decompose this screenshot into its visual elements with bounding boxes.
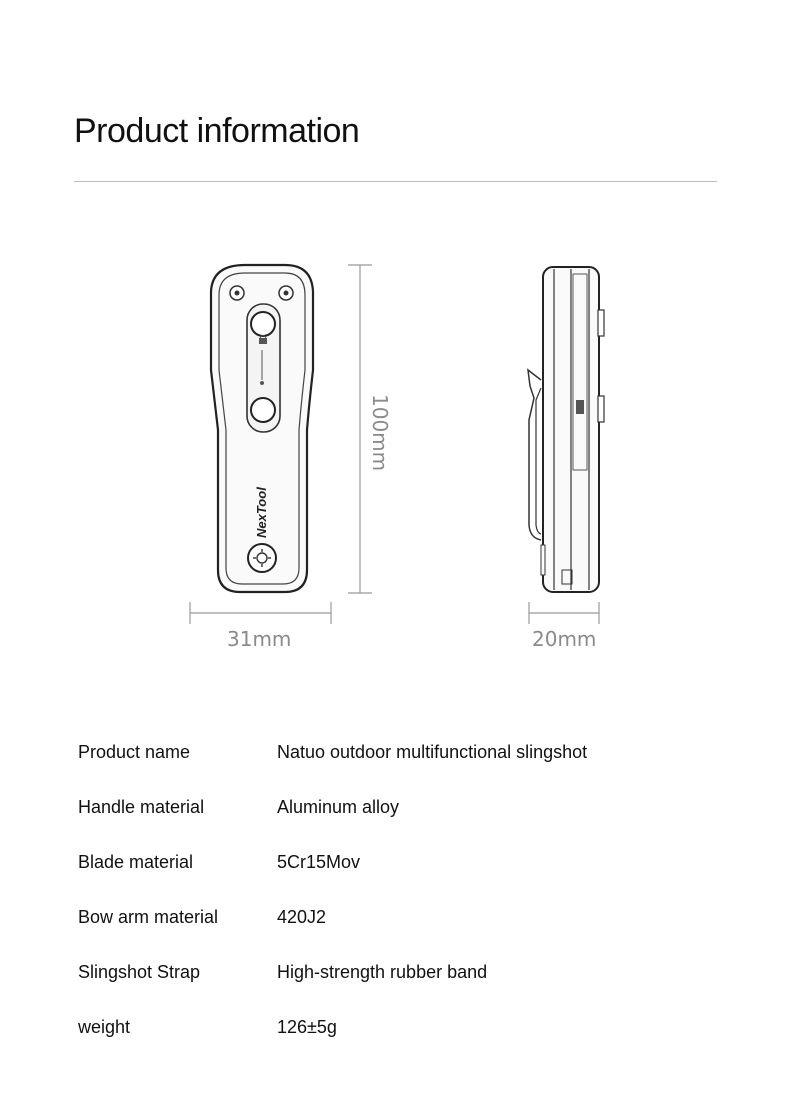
pocket-clip: [528, 370, 541, 540]
brand-mark: NexTool: [254, 487, 269, 538]
spec-key: Blade material: [78, 852, 194, 872]
spec-table: [78, 742, 718, 1072]
spec-key: weight: [78, 1017, 131, 1037]
spec-key: Slingshot Strap: [78, 962, 201, 982]
page-title: Product information: [74, 112, 360, 150]
spec-value: 420J2: [277, 907, 327, 927]
spec-key: Product name: [78, 742, 191, 762]
side-view: [528, 267, 604, 592]
title-divider: [74, 181, 717, 182]
spec-row-bow-arm-material: [78, 907, 718, 962]
slider-top-button: [251, 312, 275, 336]
spec-row-weight: [78, 1017, 718, 1072]
gear-icon: [248, 544, 276, 572]
slider-bottom-button: [251, 398, 275, 422]
depth-dimension: [529, 602, 599, 624]
depth-label: 20mm: [532, 627, 597, 651]
spec-row-handle-material: [78, 797, 718, 852]
spec-value: 126±5g: [277, 1017, 337, 1037]
width-label: 31mm: [227, 627, 292, 651]
product-dimension-diagram: [0, 240, 790, 670]
spec-value: Natuo outdoor multifunctional slingshot: [277, 742, 588, 762]
spec-key: Bow arm material: [78, 907, 219, 927]
front-view: [211, 265, 313, 592]
spec-value: High-strength rubber band: [277, 962, 488, 982]
spec-row-blade-material: [78, 852, 718, 907]
spec-row-product-name: [78, 742, 718, 797]
spec-key: Handle material: [78, 797, 205, 817]
spec-value: 5Cr15Mov: [277, 852, 361, 872]
spec-row-slingshot-strap: [78, 962, 718, 1017]
spec-value: Aluminum alloy: [277, 797, 400, 817]
width-dimension: [190, 602, 331, 624]
height-label: 100mm: [368, 394, 392, 472]
